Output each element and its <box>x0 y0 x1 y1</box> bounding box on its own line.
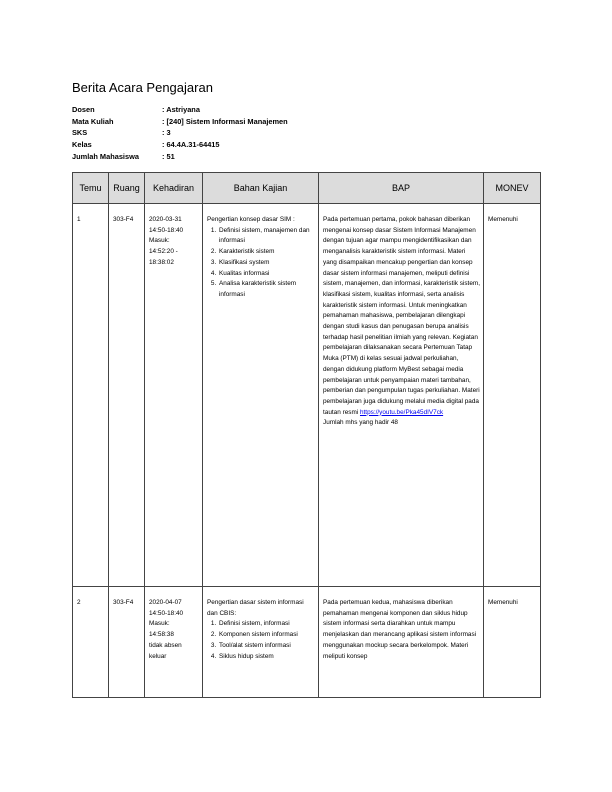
attendance-label: Masuk: <box>149 237 170 245</box>
topic-item: 1. Definisi sistem, manajemen dan informasi <box>218 226 315 247</box>
topic-item: 3. Tool/alat sistem informasi <box>218 641 315 652</box>
topic-list <box>207 226 315 301</box>
table-row <box>73 587 541 698</box>
info-student-count <box>72 151 288 163</box>
attendance-out: 18:38:02 <box>149 258 174 266</box>
cell-temu: 2 <box>73 587 109 698</box>
attendance-date: 2020-03-31 <box>149 216 182 223</box>
page-title: Berita Acara Pengajaran <box>72 80 213 95</box>
info-value: : Astriyana <box>162 105 200 114</box>
header-ruang: Ruang <box>109 173 145 204</box>
header-kehadiran: Kehadiran <box>145 173 203 204</box>
cell-kehadiran <box>145 587 203 698</box>
topic-intro: Pengertian dasar sistem informasi dan CBIS: <box>207 599 304 617</box>
bap-prefix: resmi <box>342 408 360 416</box>
cell-bahan-kajian <box>203 587 319 698</box>
teaching-log-table <box>72 172 541 698</box>
cell-ruang: 303-F4 <box>109 204 145 587</box>
attendance-in: 14:58:38 <box>149 631 174 639</box>
info-value: : [240] Sistem Informasi Manajemen <box>162 116 288 126</box>
info-label: Dosen <box>72 105 95 114</box>
cell-bap: Pada pertemuan kedua, mahasiswa diberikan pemahaman mengenai komponen dan siklus hidup sistem informasi serta diarahkan untuk mampu menjelaskan dan merancang aplikasi sistem informasi menggunakan mockup secara berkelompok. Materi meliputi konsep <box>319 587 484 698</box>
cell-temu: 1 <box>73 204 109 587</box>
topic-item: 1. Definisi sistem, informasi <box>218 619 315 630</box>
topic-item: 5. Analisa karakteristik sistem informasi <box>218 279 315 300</box>
info-label: SKS <box>72 128 88 138</box>
bap-text: Pada pertemuan pertama, pokok bahasan diberikan mengenai konsep dasar Sistem Informasi Manajemen dengan tujuan agar mampu mengidentifikasikan dan menganalisis karakteristik sistem informasi. Materi yang disampaikan mencakup pengertian dan konsep dasar sistem informasi manajemen, meliputi definisi sistem, manajemen, dan informasi, karakteristik sistem, klasifikasi sistem, kualitas informasi, serta analisis karakteristik sistem informasi. Untuk meningkatkan pemahaman mahasiswa, pembelajaran dilengkapi dengan studi kasus dan penugasan berupa analisis terhadap hasil penelitian ilmiah yang relevan. Kegiatan pembelajaran dilaksanakan secara Pertemuan Tatap Muka (PTM) di kelas sesuai jadwal perkuliahan, dengan didukung platform MyBest sebagai media pembelajaran untuk penyampaian materi tambahan, pemberian dan pengumpulan tugas perkuliahan. Materi pembelajaran juga didukung melalui media digital pada tautan <box>323 216 480 416</box>
info-label: Kelas <box>72 140 92 150</box>
table-row <box>73 204 541 587</box>
topic-item: 2. Komponen sistem informasi <box>218 630 315 641</box>
topic-item: 3. Klasifikasi system <box>218 258 315 269</box>
cell-bap <box>319 204 484 587</box>
header-monev: MONEV <box>484 173 541 204</box>
youtube-link[interactable]: https://youtu.be/Pka45dIV7ck <box>359 408 444 416</box>
attendance-time: 14:50-18:40 <box>149 609 184 617</box>
header-temu: Temu <box>73 173 109 204</box>
cell-bahan-kajian <box>203 204 319 587</box>
header-bahan-kajian: Bahan Kajian <box>203 173 319 204</box>
info-lecturer <box>72 104 288 116</box>
attendance-time: 14:50-18:40 <box>149 226 184 234</box>
topic-item: 4. Siklus hidup sistem <box>218 652 315 663</box>
attendance-note: keluar <box>149 652 167 660</box>
info-value: : 3 <box>162 128 171 138</box>
course-info <box>72 104 288 163</box>
attendance-note: tidak absen <box>149 641 182 649</box>
info-label: Jumlah Mahasiswa <box>72 151 139 161</box>
topic-item: 4. Kualitas informasi <box>218 269 315 280</box>
info-credits <box>72 127 288 139</box>
info-class <box>72 139 288 151</box>
info-label: Mata Kuliah <box>72 116 114 126</box>
info-value: : 64.4A.31-64415 <box>162 140 220 150</box>
topic-item: 2. Karakteristik sistem <box>218 247 315 258</box>
cell-ruang: 303-F4 <box>109 587 145 698</box>
cell-kehadiran <box>145 204 203 587</box>
bap-attendance: Jumlah mhs yang hadir 48 <box>323 419 398 427</box>
topic-intro: Pengertian konsep dasar SIM : <box>207 216 295 223</box>
attendance-in: 14:52:20 - <box>149 248 178 256</box>
info-course <box>72 116 288 128</box>
attendance-date: 2020-04-07 <box>149 599 182 606</box>
cell-monev: Memenuhi <box>484 587 541 698</box>
header-bap: BAP <box>319 173 484 204</box>
topic-list <box>207 619 315 662</box>
info-value: : 51 <box>162 151 175 161</box>
attendance-label: Masuk: <box>149 620 170 628</box>
cell-monev: Memenuhi <box>484 204 541 587</box>
table-header-row <box>73 173 541 204</box>
